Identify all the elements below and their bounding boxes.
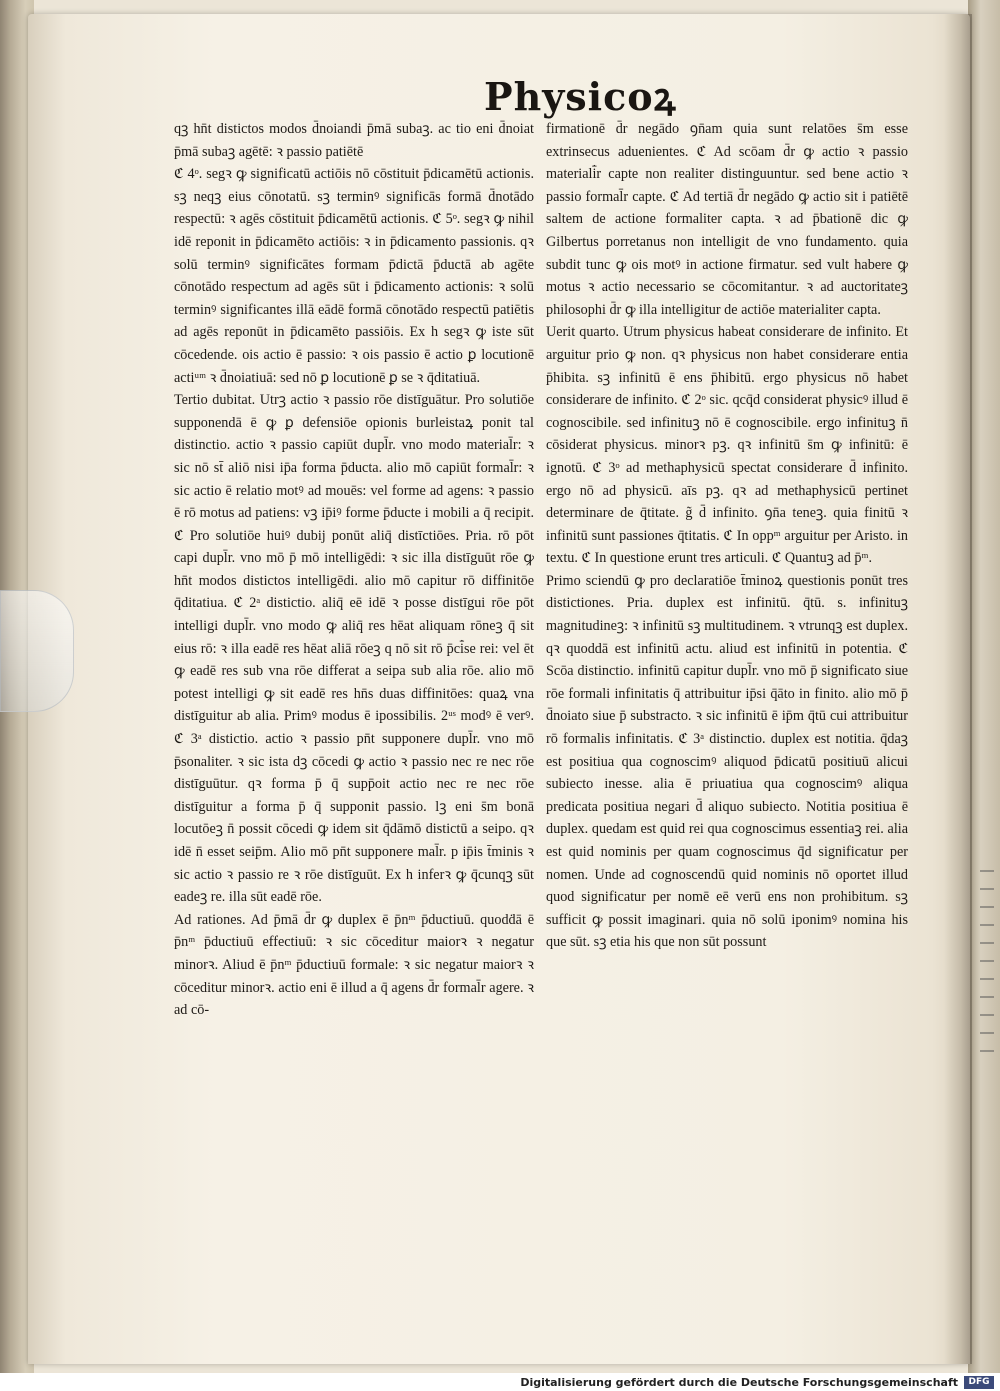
right-paragraph-1: firmationē d̄r negādo ꝯn̄am quia sunt relatōes s̄m esse extrinsecus aduenientes. ℭ Ad scōam d̄r ꝙ actio ꝛ passio materiali̇̄r capte non realiter distinguuntur. sed bene actio ꝛ passio formal̄r capte. ℭ Ad tertiā d̄r negādo ꝙ actio sit i patiētē saltem de actione formaliter capta. ꝛ ad p̄bationē dic ꝙ Gilbertus porretanus non intelligit de vno fundamento. quia subdit tunc ꝙ ois motꝰ in actione firmatur. sed vult habere ꝙ motus ꝛ actio necessario se cōcomitantur. ꝛ ad auctoritateꝫ philosophi d̄r ꝙ illa intelligitur de actiōe materialiter capta. [546, 121, 908, 318]
left-paragraph-1: qꝫ hn̄t distictos modos d̄noiandi p̄mā subaꝫ. ac tio eni d̄noiat p̄mā subaꝫ agētē: ꝛ passio patiētē [174, 121, 534, 160]
left-paragraph-3: Tertio dubitat. Utrꝫ actio ꝛ passio rōe distīguātur. Pro solutiōe supponendā ē ꝙ ꝑ defensiōe opionis burleistaꝝ ponit tal distinctio. actio ꝛ passio capiūt dupl̄r. vno modo material̄r: ꝛ sic nō st̄ aliō nisi ip̄a forma p̄ducta. alio mō capiūt formal̄r: ꝛ sic actio ē relatio motꝰ ad mouēs: vel forme ad agens: ꝛ passio ē rō motus ad patiens: vꝫ ip̄iꝰ forme p̄ducte i mobili a q̄ recipit. ℭ Pro solutiōe huiꝰ dubij ponūt aliq̄ distīctiōes. Pria. rō pōt capi dupl̄r. vno mō p̄ mō intelligēdi: ꝛ sic illa distīguūt rōe ꝙ hn̄t modos distictos intelligēdi. alio mō capitur rō diffinitōe q̄ditatiua. ℭ 2ᵃ distictio. aliq̄ eē idē ꝛ posse distīgui rōe pōt intelligi dupl̄r. vno modo ꝙ aliq̄ res hēat aliquam rōneꝫ q̄ sit eius rō: ꝛ illa eadē res hēat aliā rōeꝫ q nō sit rō p̄ci̇̄se rei: vel ēt ꝙ eadē res sub vna rōe differat a seipa sub alia rōe. alio mō potest intelligi ꝙ sit eadē res hn̄s duas diffinitōes: quaꝝ vna distīguitur ab alia. Primꝰ modus ē ipossibilis. 2ᵘˢ modꝰ ē verꝰ. ℭ 3ᵃ distictio. actio ꝛ passio pn̄t supponere dupl̄r. vno mō p̄sonaliter. ꝛ sic ista dꝫ cōcedi ꝙ actio ꝛ passio nec re nec rōe distīguūtur. qꝛ forma p̄ q̄ supp̄oit actio nec re nec rōe distīguitur a forma p̄ q̄ supponit passio. lꝫ eni s̄m bonā locutōeꝫ n̄ possit cōcedi ꝙ idem sit q̄dāmō distictū a seipo. qꝛ idē n̄ esset seip̄m. Alio mō pn̄t supponere mal̄r. p ip̄is t̄minis ꝛ sic actio ꝛ passio re ꝛ rōe distīguūt. Ex h inferꝛ ꝙ q̄cunqꝫ sūt eadeꝫ re. illa sūt eadē rōe. [174, 392, 534, 906]
dfg-logo: DFG [964, 1376, 994, 1389]
page-clip [0, 590, 74, 712]
running-header: Physicoꝝ [484, 74, 677, 119]
edge-marks [980, 870, 994, 1060]
left-column [174, 118, 534, 1022]
left-paragraph-4: Ad rationes. Ad p̄mā d̄r ꝙ duplex ē p̄nᵐ p̄ductiuū. quodḋā ē p̄nᵐ p̄ductiuū effectiuū: ꝛ sic cōceditur maiorꝛ ꝛ negatur minorꝛ. Aliud ē p̄nᵐ p̄ductiuū formale: ꝛ sic negatur maiorꝛ ꝛ cōceditur minorꝛ. actio eni ē illud a q̄ agens d̄r formal̄r agere. ꝛ ad cō- [174, 911, 534, 1019]
footer-bar [0, 1373, 1000, 1391]
right-paragraph-3: Primo sciendū ꝙ pro declaratiōe t̄minoꝝ questionis ponūt tres distictiones. Pria. duplex est infinitū. q̄tū. s. infinituꝫ magnitudineꝫ: ꝛ infinitū sꝫ multitudinem. ꝛ vtrunqꝫ est duplex. qꝛ quoddā est infinitū actu. aliud est infinitū in potentia. ℭ Scōa distinctio. infinitū capitur dupl̄r. vno mō p̄ significato siue rōe formali infinitatis q̄ attribuitur ip̄si q̄āto in finito. alio mō p̄ d̄noiato siue p̄ substracto. ꝛ sic infinitū ē ip̄m q̄tū cui attribuitur rō formalis infinitatis. ℭ 3ᵃ distinctio. duplex est notitia. q̄daꝫ est positiua qua cognoscimꝰ aliquod p̄dicatū positiuū alicui subiecto inesse. alia ē priuatiua qua cognoscimꝰ aliqua predicata positiua negari d̄ aliquo subiecto. Notitia positiua ē duplex. quedam est quid rei qua cognoscimus essentiaꝫ rei. alia est quid nominis per quam cognoscimus q̄d significatur per nomen. Unde ad cognoscendū quid nominis nō oportet illud quod significatur per nomē eē verū ens non prohibitum. sꝫ sufficit ꝙ possit imaginari. quia nō solū iponimꝰ nomina his que sūt. sꝫ etia his que non sūt possunt [546, 572, 908, 951]
footer-credit: Digitalisierung gefördert durch die Deutsche Forschungsgemeinschaft [520, 1376, 958, 1389]
left-paragraph-2: ℭ 4ᵒ. segꝛ ꝙ significatū actiōis nō cōstituit p̄dicamētū actionis. sꝫ neqꝫ eius cōnotatū. sꝫ terminꝰ significās formā d̄notādo respectū: ꝛ agēs cōstituit p̄dicamētū actionis. ℭ 5ᵒ. segꝛ ꝙ nihil idē reponit in p̄dicamēto actiōis: ꝛ in p̄dicamento passionis. qꝛ solū terminꝰ significātes formam p̄dictā p̄ductā ab agēte cōnotādo respectum ad agēs sūt i p̄dicamento actionis: ꝛ solū terminꝰ significantes illā eādē formā cōnotādo respectū patiētis ad agēs reponūt in p̄dicamēto passiōis. Ex h segꝛ ꝙ iste sūt cōcedende. ois actio ē passio: ꝛ ois passio ē actio ꝑ locutionē actiᵘᵐ ꝛ d̄noiatiuā: sed nō ꝑ locutionē ꝑ se ꝛ q̄ditatiuā. [174, 166, 534, 386]
next-page-edge [968, 0, 1000, 1391]
right-column [546, 118, 908, 954]
right-paragraph-2: Uerit quarto. Utrum physicus habeat considerare de infinito. Et arguitur prio ꝙ non. qꝛ physicus non habet considerare entia p̄hibita. sꝫ infinitū ē ens p̄hibitū. ergo physicus nō habet considerare de infinito. ℭ 2ᵒ sic. qcq̄d considerat physicꝰ illud ē cognoscibile. sed infinituꝫ nō ē cognoscibile. ergo infinituꝫ n̄ cōsiderat physicus. minorꝛ pꝫ. qꝛ infinitū s̄m ꝙ infinitū: ē ignotū. ℭ 3ᵒ ad methaphysicū spectat considerare d̄ infinito. ergo nō ad physicū. aīs pꝫ. qꝛ ad methaphysicū pertinet determinare de q̄titate. g̃ d̄ infinito. ꝯn̄a teneꝫ. quia finitū ꝛ infinitū sunt passiones q̄titatis. ℭ In oppᵐ arguitur per Aristo. in textu. ℭ In questione erunt tres articuli. ℭ Quantuꝫ ad p̄ᵐ. [546, 324, 908, 567]
